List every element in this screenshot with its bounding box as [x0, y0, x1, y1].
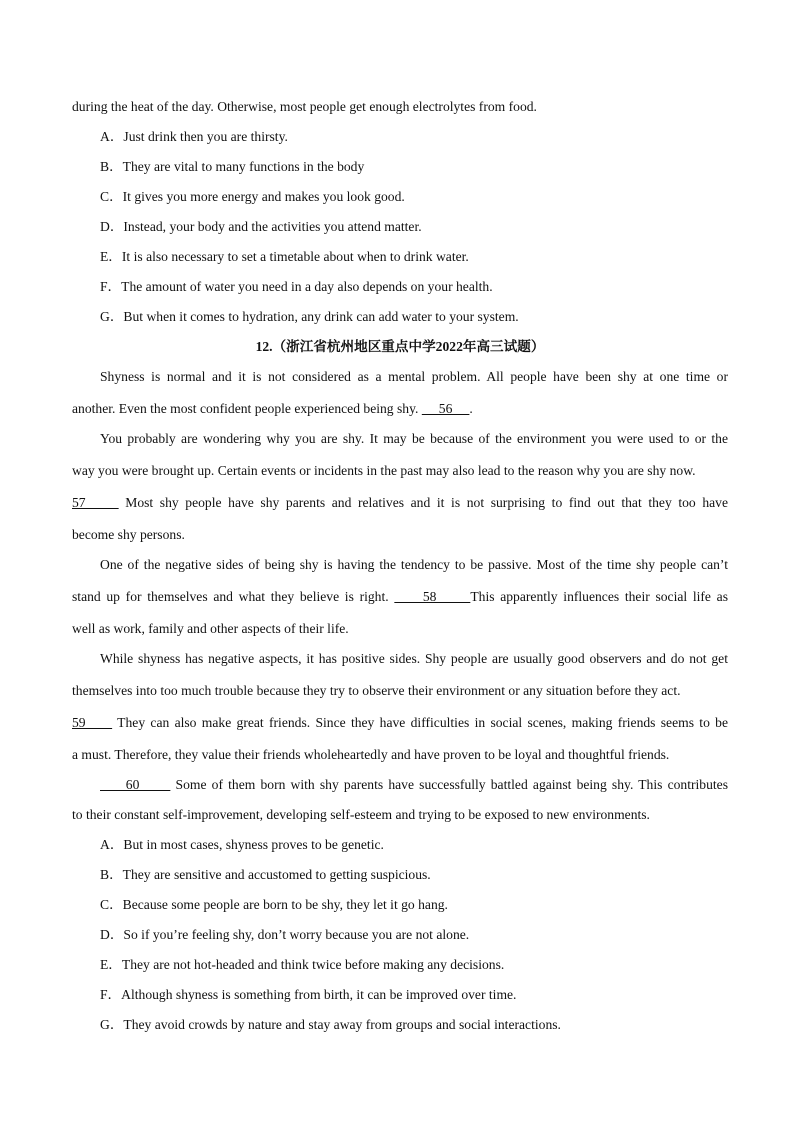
p5-line2: to their constant self-improvement, developing self-esteem and trying to be exposed to new environments.	[72, 807, 650, 822]
p3-line2-end: This apparently influences their social life as	[470, 589, 728, 604]
option-d: D．So if you’re feeling shy, don’t worry because you are not alone.	[100, 927, 470, 942]
option-g: G．They avoid crowds by nature and stay away from groups and social interactions.	[100, 1017, 561, 1032]
p3-line2-text: stand up for themselves and what they believe is right.	[72, 589, 395, 604]
option-a: A．But in most cases, shyness proves to be genetic.	[100, 837, 384, 852]
p1-line1: Shyness is normal and it is not considered as a mental problem. All people have been shy at one time or	[100, 369, 728, 384]
p2-line1: You probably are wondering why you are shy. It may be because of the environment you were used to or the	[100, 431, 728, 446]
prev-option-d: D．Instead, your body and the activities you attend matter.	[100, 219, 422, 234]
blank-57: 57	[72, 495, 119, 510]
option-e: E．They are not hot-headed and think twice before making any decisions.	[100, 957, 505, 972]
p4-line2: themselves into too much trouble because they try to observe their environment or any situation before they act.	[72, 683, 681, 698]
p5-line1	[100, 776, 728, 794]
prev-option-f: F．The amount of water you need in a day also depends on your health.	[100, 279, 493, 294]
prev-option-a: A．Just drink then you are thirsty.	[100, 129, 288, 144]
p5-line1-text: Some of them born with shy parents have successfully battled against being shy. This contributes	[170, 777, 728, 792]
option-f: F．Although shyness is something from birth, it can be improved over time.	[100, 987, 517, 1002]
prev-option-e: E．It is also necessary to set a timetable about when to drink water.	[100, 249, 469, 264]
option-c: C．Because some people are born to be shy, they let it go hang.	[100, 897, 448, 912]
p4-line3	[72, 714, 728, 732]
p2-line3-text: Most shy people have shy parents and relatives and it is not surprising to find out that they too have	[118, 495, 728, 510]
prev-option-c: C．It gives you more energy and makes you look good.	[100, 189, 405, 204]
p3-line3: well as work, family and other aspects of their life.	[72, 621, 349, 636]
prev-option-g: G．But when it comes to hydration, any drink can add water to your system.	[100, 309, 519, 324]
blank-59: 59	[72, 715, 113, 730]
p2-line2: way you were brought up. Certain events or incidents in the past may also lead to the reason why you are shy now.	[72, 463, 696, 478]
p3-line2	[72, 588, 728, 606]
option-b: B．They are sensitive and accustomed to getting suspicious.	[100, 867, 431, 882]
p4-line1: While shyness has negative aspects, it has positive sides. Shy people are usually good observers and do not get	[100, 651, 728, 666]
blank-58: 58	[394, 589, 471, 604]
p3-line1: One of the negative sides of being shy is having the tendency to be passive. Most of the time shy people can’t	[100, 557, 728, 572]
prev-option-b: B．They are vital to many functions in the body	[100, 159, 365, 174]
p1-line2	[72, 400, 728, 418]
question-heading: 12.（浙江省杭州地区重点中学2022年高三试题）	[255, 339, 545, 354]
prev-passage-tail: during the heat of the day. Otherwise, most people get enough electrolytes from food.	[72, 99, 537, 114]
p1-line2-text: another. Even the most confident people experienced being shy.	[72, 401, 422, 416]
p2-line4: become shy persons.	[72, 527, 185, 542]
p4-line3-text: They can also make great friends. Since they have difficulties in social scenes, making friends seems to be	[112, 715, 728, 730]
blank-60: 60	[100, 777, 171, 792]
p2-line3	[72, 494, 728, 512]
p1-line2-end: .	[469, 401, 473, 416]
blank-56: 56	[421, 401, 470, 416]
p4-line4: a must. Therefore, they value their friends wholeheartedly and have proven to be loyal and thoughtful friends.	[72, 747, 670, 762]
